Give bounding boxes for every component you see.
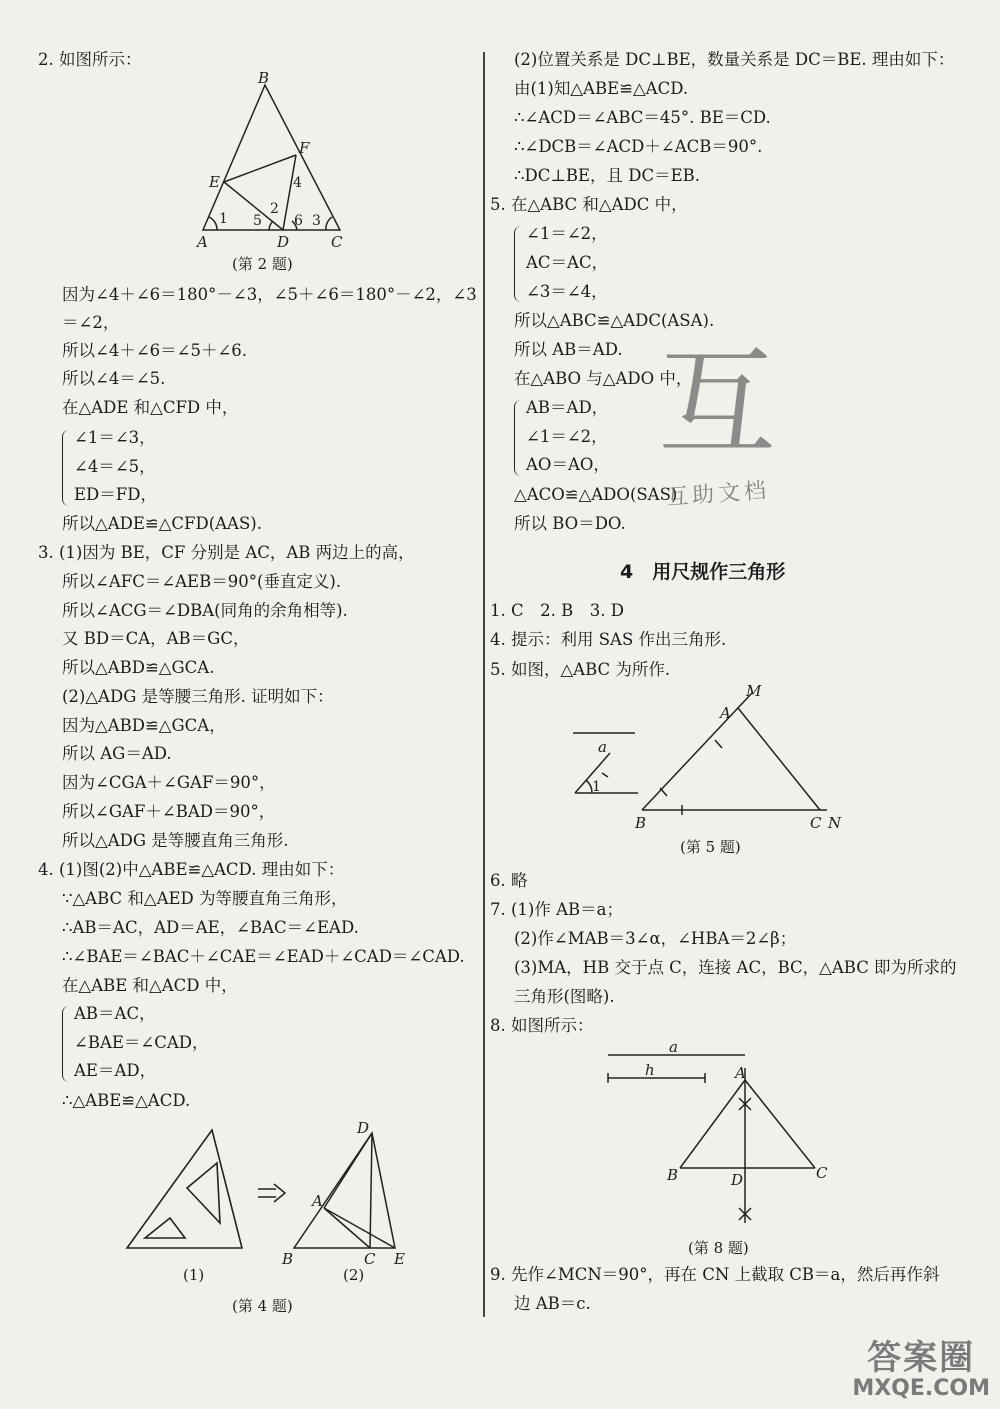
- label-D: D: [731, 1171, 744, 1189]
- q2-heading: 2. 如图所示：: [38, 50, 142, 69]
- label-3: 3: [312, 213, 321, 229]
- q3-line: 所以∠AFC＝∠AEB＝90°(垂直定义).: [62, 572, 342, 591]
- label-D: D: [357, 1119, 370, 1137]
- q3-line: 又 BD＝CA，AB＝GC，: [62, 629, 250, 648]
- label-4: 4: [293, 175, 302, 191]
- label-6: 6: [294, 213, 303, 229]
- column-divider: [483, 52, 485, 1317]
- label-M: M: [746, 682, 762, 700]
- q5-line: 在△ABO 与△ADO 中，: [514, 369, 693, 388]
- q4-line: ∴∠BAE＝∠BAC＋∠CAE＝∠EAD＋∠CAD＝∠CAD.: [62, 947, 465, 966]
- label-F: F: [299, 139, 310, 157]
- answer-line: 8. 如图所示：: [490, 1016, 594, 1035]
- q5-caption: (第 5 题): [680, 838, 741, 856]
- q5-line: △ACO≌△ADO(SAS): [514, 485, 678, 504]
- q4-line: 在△ABE 和△ACD 中，: [62, 976, 238, 995]
- brace-line: ∠1＝∠2，: [526, 427, 608, 446]
- label-E: E: [394, 1250, 405, 1268]
- label-E: E: [209, 173, 220, 191]
- label-A: A: [312, 1192, 323, 1210]
- r-line: 由(1)知△ABE≌△ACD.: [514, 79, 689, 98]
- brace-line: AC＝AC，: [526, 253, 609, 272]
- q4-sub2: (2): [343, 1266, 365, 1284]
- label-1: 1: [592, 779, 601, 795]
- label-B: B: [635, 814, 647, 832]
- q2-caption: (第 2 题): [232, 255, 293, 273]
- label-5: 5: [253, 213, 262, 229]
- q3-line: 所以 AG＝AD.: [62, 744, 172, 763]
- answer-line: 4. 提示：利用 SAS 作出三角形.: [490, 630, 727, 649]
- brace: [514, 226, 521, 302]
- label-B: B: [282, 1250, 294, 1268]
- r-line: (2)位置关系是 DC⊥BE，数量关系是 DC＝BE. 理由如下：: [514, 50, 955, 69]
- brace-line: ∠1＝∠3，: [74, 428, 156, 447]
- stamp-seal: 互 互助文档: [658, 334, 777, 511]
- figure-q4-2: [282, 1118, 412, 1268]
- q3-line: 所以∠ACG＝∠DBA(同角的余角相等).: [62, 601, 348, 620]
- label-C: C: [331, 233, 343, 251]
- label-A: A: [720, 704, 731, 722]
- brace: [514, 400, 521, 476]
- brace-line: ∠BAE＝∠CAD，: [74, 1033, 209, 1052]
- r-line: ∴DC⊥BE，且 DC＝EB.: [514, 166, 701, 185]
- label-C: C: [364, 1250, 376, 1268]
- answer-line: 三角形(图略).: [514, 987, 615, 1006]
- figure-q2: [195, 69, 355, 255]
- q4-line: ∵△ABC 和△AED 为等腰直角三角形，: [62, 889, 348, 908]
- brace-line: ∠1＝∠2，: [526, 224, 608, 243]
- figure-q5: [570, 682, 850, 838]
- answer-line: (3)MA，HB 交于点 C，连接 AC，BC，△ABC 即为所求的: [514, 958, 957, 977]
- q4-conclusion: ∴△ABE≌△ACD.: [62, 1091, 191, 1110]
- brace-line: ED＝FD，: [74, 485, 157, 504]
- brace-line: ∠4＝∠5，: [74, 457, 156, 476]
- answer-line: 边 AB＝c.: [514, 1294, 591, 1313]
- answer-line: 7. (1)作 AB＝a；: [490, 900, 623, 919]
- label-a: a: [598, 738, 607, 756]
- q3-line: 所以△ADG 是等腰直角三角形.: [62, 831, 289, 850]
- q2-line: 所以∠4＝∠5.: [62, 369, 166, 388]
- label-B: B: [258, 69, 270, 87]
- q2-conclusion: 所以△ADE≌△CFD(AAS).: [62, 514, 262, 533]
- watermark-logo: 答案圈 MXQE.COM: [852, 1338, 990, 1401]
- q3-line: 所以△ABD≌△GCA.: [62, 658, 215, 677]
- r-line: ∴∠ACD＝∠ABC＝45°. BE＝CD.: [514, 108, 771, 127]
- q3-line: 因为△ABD≌△GCA，: [62, 716, 226, 735]
- label-1: 1: [219, 211, 228, 227]
- q4-caption: (第 4 题): [232, 1297, 293, 1315]
- brace: [62, 430, 69, 506]
- q5-line: 所以 BO＝DO.: [514, 514, 626, 533]
- brace-line: AO＝AO，: [526, 455, 610, 474]
- answer-line: 6. 略: [490, 871, 528, 890]
- q3-line: 因为∠CGA＋∠GAF＝90°，: [62, 773, 276, 792]
- label-A: A: [197, 233, 208, 251]
- q5-heading: 5. 在△ABC 和△ADC 中，: [490, 195, 688, 214]
- answer-line: 5. 如图，△ABC 为所作.: [490, 660, 671, 679]
- label-D: D: [277, 233, 290, 251]
- label-a: a: [669, 1038, 678, 1056]
- brace-line: AE＝AD，: [74, 1061, 157, 1080]
- answer-line: 9. 先作∠MCN＝90°，再在 CN 上截取 CB＝a，然后再作斜: [490, 1265, 940, 1284]
- q4-line: ∴AB＝AC，AD＝AE，∠BAC＝∠EAD.: [62, 918, 359, 937]
- label-N: N: [828, 814, 842, 832]
- figure-q8: [605, 1038, 835, 1228]
- q5-line: 所以 AB＝AD.: [514, 340, 623, 359]
- label-h: h: [645, 1061, 655, 1079]
- q2-line: ＝∠2，: [62, 313, 120, 332]
- q2-line: 在△ADE 和△CFD 中，: [62, 398, 239, 417]
- brace-line: ∠3＝∠4，: [526, 282, 608, 301]
- section-title: 4 用尺规作三角形: [620, 561, 786, 583]
- brace-line: AB＝AD，: [526, 398, 609, 417]
- figure-q4-1: [125, 1128, 250, 1253]
- q8-caption: (第 8 题): [688, 1239, 749, 1257]
- label-C: C: [810, 814, 822, 832]
- q3-line: 3. (1)因为 BE，CF 分别是 AC，AB 两边上的高，: [38, 543, 415, 562]
- label-C: C: [816, 1164, 828, 1182]
- label-A: A: [735, 1064, 746, 1082]
- q5-line: 所以△ABC≌△ADC(ASA).: [514, 311, 715, 330]
- q4-sub1: (1): [183, 1266, 205, 1284]
- q2-line: 因为∠4＋∠6＝180°－∠3，∠5＋∠6＝180°－∠2，∠3: [62, 285, 477, 304]
- answer-line: 1. C 2. B 3. D: [490, 601, 624, 620]
- q2-line: 所以∠4＋∠6＝∠5＋∠6.: [62, 341, 248, 360]
- label-B: B: [667, 1166, 679, 1184]
- q4-line: 4. (1)图(2)中△ABE≌△ACD. 理由如下：: [38, 860, 345, 879]
- brace: [62, 1006, 69, 1082]
- q3-line: (2)△ADG 是等腰三角形. 证明如下：: [62, 687, 334, 706]
- r-line: ∴∠DCB＝∠ACD＋∠ACB＝90°.: [514, 137, 763, 156]
- label-2: 2: [270, 201, 279, 217]
- q3-line: 所以∠GAF＋∠BAD＝90°，: [62, 802, 276, 821]
- answer-line: (2)作∠MAB＝3∠α，∠HBA＝2∠β；: [514, 929, 797, 948]
- brace-line: AB＝AC，: [74, 1004, 156, 1023]
